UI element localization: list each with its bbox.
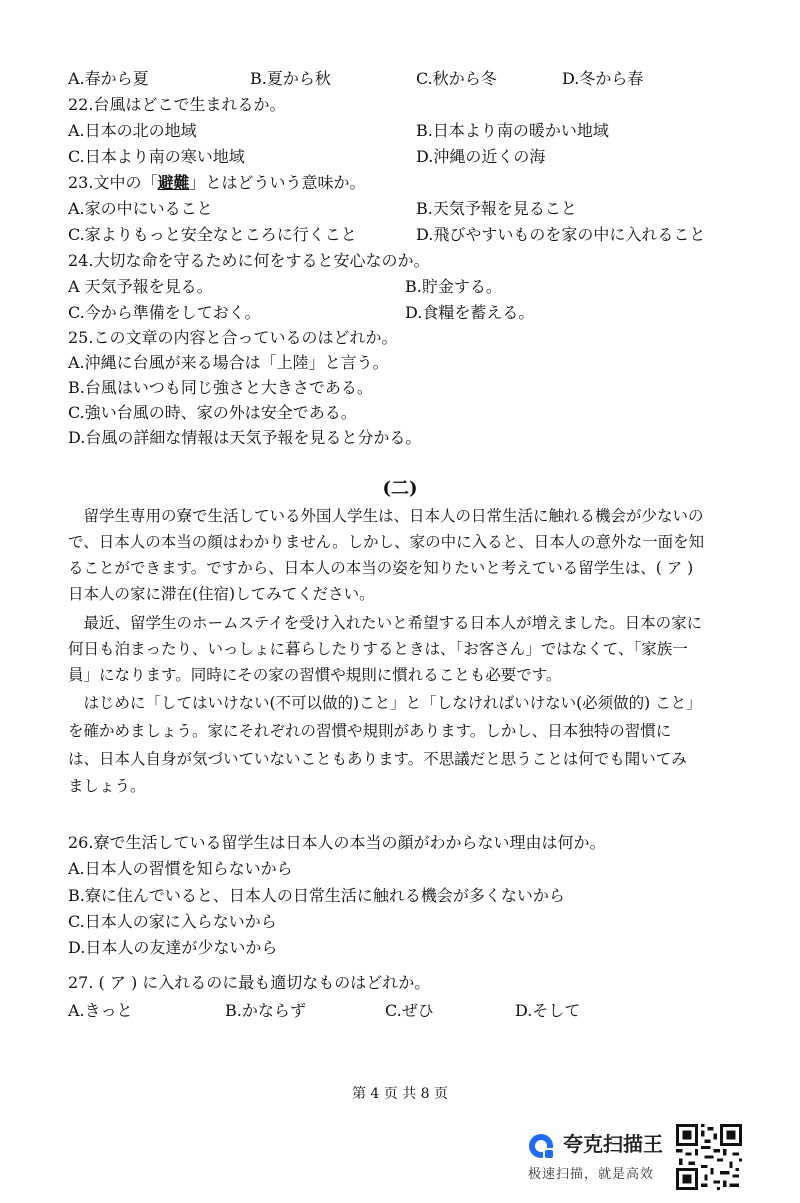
q25-question: 25.この文章の内容と合っているのはどれか。 bbox=[68, 328, 398, 347]
q25-option-c: C.強い台風の時、家の外は安全である。 bbox=[68, 403, 357, 422]
q23-keyword: 避難 bbox=[157, 173, 190, 192]
passage-p2-line2: 何日も泊まったり、いっしょに暮らしたりするときは、「お客さん」ではなくて、「家族一 bbox=[68, 640, 688, 658]
q22-option-b: B.日本より南の暖かい地域 bbox=[416, 121, 609, 140]
q23-question bbox=[68, 172, 365, 194]
passage-p2-line1: 最近、留学生のホームステイを受け入れたいと希望する日本人が増えました。日本の家に bbox=[83, 614, 703, 632]
q26-option-c: C.日本人の家に入らないから bbox=[68, 912, 277, 931]
q24-option-a: A 天気予報を見る。 bbox=[68, 277, 213, 296]
q25-option-d: D.台風の詳細な情報は天気予報を見ると分かる。 bbox=[68, 428, 422, 447]
q26-option-d: D.日本人の友達が少ないから bbox=[68, 938, 278, 957]
q22-option-a: A.日本の北の地域 bbox=[68, 121, 197, 140]
q21-option-c: C.秋から冬 bbox=[416, 69, 497, 88]
q23-option-a: A.家の中にいること bbox=[68, 199, 213, 218]
passage-p3-line2: を確かめましょう。家にそれぞれの習慣や規則があります。しかし、日本独特の習慣に bbox=[68, 722, 672, 740]
passage-p2-line3: 員」になります。同時にその家の習慣や規則に慣れることも必要です。 bbox=[68, 666, 562, 684]
q23-question-post: 」とはどういう意味か。 bbox=[189, 173, 366, 192]
passage-p1-line3: ることができます。ですから、日本人の本当の姿を知りたいと考えている留学生は、( ア ) bbox=[68, 559, 694, 577]
passage-p1-line4: 日本人の家に滞在(住宿)してみてください。 bbox=[68, 585, 375, 603]
q23-option-c: C.家よりもっと安全なところに行くこと bbox=[68, 225, 357, 244]
scanner-logo-icon bbox=[527, 1131, 557, 1161]
q27-option-b: B.かならず bbox=[225, 1001, 306, 1020]
section-title: (二) bbox=[382, 478, 418, 499]
passage-p3-line4: ましょう。 bbox=[68, 777, 146, 795]
q26-option-a: A.日本人の習慣を知らないから bbox=[68, 859, 293, 878]
passage-p3-line3: は、日本人自身が気づいていないこともあります。不思議だと思うことは何でも聞いてみ bbox=[68, 750, 687, 768]
qr-code bbox=[676, 1124, 742, 1190]
passage-p1-line2: で、日本人の本当の顔はわかりません。しかし、家の中に入ると、日本人の意外な一面を知 bbox=[68, 533, 705, 551]
q21-option-a: A.春から夏 bbox=[68, 69, 149, 88]
q27-option-d: D.そして bbox=[515, 1001, 581, 1020]
q24-option-d: D.食糧を蓄える。 bbox=[405, 303, 535, 322]
q23-question-pre: 23.文中の「 bbox=[68, 173, 158, 192]
q25-option-b: B.台風はいつも同じ強さと大きさである。 bbox=[68, 378, 373, 397]
q27-option-a: A.きっと bbox=[68, 1001, 133, 1020]
scanner-brand-name: 夸克扫描王 bbox=[563, 1132, 663, 1156]
q22-question: 22.台風はどこで生まれるか。 bbox=[68, 95, 286, 114]
q23-option-d: D.飛びやすいものを家の中に入れること bbox=[416, 225, 706, 244]
q23-option-b: B.天気予報を見ること bbox=[416, 199, 577, 218]
passage-p3-line1: はじめに「してはいけない(不可以做的)こと」と「しなければいけない(必须做的) こと」 bbox=[83, 694, 702, 712]
q24-option-c: C.今から準備をしておく。 bbox=[68, 303, 261, 322]
passage-p1-line1: 留学生専用の寮で生活している外国人学生は、日本人の日常生活に触れる機会が少ないの bbox=[83, 507, 704, 525]
q22-option-c: C.日本より南の寒い地域 bbox=[68, 147, 245, 166]
q21-option-d: D.冬から春 bbox=[562, 69, 644, 88]
q24-question: 24.大切な命を守るために何をすると安心なのか。 bbox=[68, 251, 430, 270]
q21-option-b: B.夏から秋 bbox=[250, 69, 331, 88]
q26-option-b: B.寮に住んでいると、日本人の日常生活に触れる機会が多くないから bbox=[68, 886, 565, 905]
page-number: 第 4 页 共 8 页 bbox=[351, 1086, 449, 1102]
scanner-slogan: 极速扫描，就是高效 bbox=[528, 1167, 655, 1182]
q27-question: 27. ( ア ) に入れるのに最も適切なものはどれか。 bbox=[68, 973, 431, 992]
q26-question: 26.寮で生活している留学生は日本人の本当の顔がわからない理由は何か。 bbox=[68, 833, 606, 852]
q27-option-c: C.ぜひ bbox=[385, 1001, 434, 1020]
q25-option-a: A.沖縄に台風が来る場合は「上陸」と言う。 bbox=[68, 353, 389, 372]
q24-option-b: B.貯金する。 bbox=[405, 277, 502, 296]
q22-option-d: D.沖縄の近くの海 bbox=[416, 147, 546, 166]
